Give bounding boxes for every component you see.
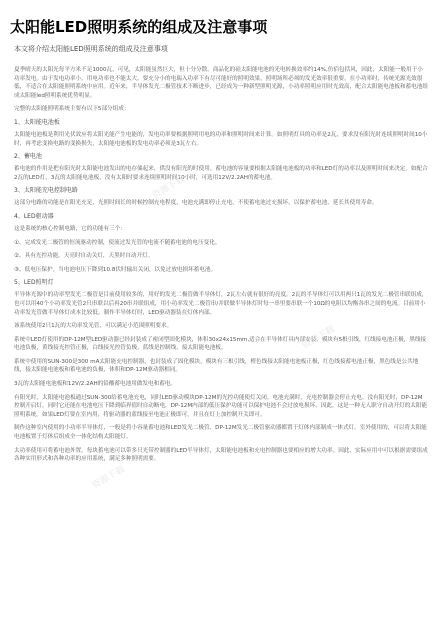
paragraph: 系统中LED灯使用的DP-12M型LED驱动器已经封装成了密闭型固化模块，体积30x24x15mm,适合在半导体灯具内部安装。模块有5根引线，红线接电池正极，黑线接电池负极，黄线接光控管正极，白线接光控管负极，蓝线是控制线，接太阳能电池板。 — [14, 336, 427, 352]
paragraph: 这部分电路的功能是在阳光充足，光照时间长的时候控制充电程度，电池充满即停止充电，不使蓄电池过充损坏，以保护蓄电池，延长其使用寿命。 — [14, 200, 378, 207]
watermark: 资源下载 — [300, 324, 337, 352]
paragraph: 系统中使用的SUN-300是300 mA太阳能充电控制器，也封装成了固化模块，模块有三根引线，橙色线接太阳能电池板正极，红色线接蓄电池正极，黑色线是公共地线，接太阳能电池板和蓄电池的负极，体积和DP-12M驱动器相同。 — [14, 358, 419, 374]
section-heading: 2、蓄电池 — [14, 153, 42, 161]
paragraph: 蓄电池的作用是把有阳光时太阳能电池发出的电存储起来，供没有阳光的时使用。蓄电池的容量要根据太阳能电池板的功率和LED灯的功率以及照明时间来决定。如配合2瓦的LED灯，3瓦的太阳能电池板，没有太阳时要求连续照明时间10小时，可选用12V/2.2AH的蓄电池。 — [14, 166, 428, 181]
paragraph: 有阳光时，太阳能电池板通过SUN-300给蓄电池充电，同时LED驱动模块DP-12M的光控功能使灯关闭。电池充满时，充电控制器会停止充电。没有阳光时，DP-12M控制开启灯，同时它还能在电池电压下降到临界值时自动断电，DP-12M内部的低压保护功能可以保护电池不会过放电损坏。因此，这是一种无人职守自动开灯的太阳能照明系统。如果LED灯要在室内用，将驱动器的蓝线接至电池正极即可，并且在灯上加控制开关即可。 — [14, 394, 428, 418]
article-body — [14, 66, 428, 469]
paragraph: 太阳能电池板是利用光伏效应将太阳光能产生电能的，发电功率要根据照明用电的功率和照明时间来计算。如照明灯具的功率是2瓦，要求没有阳光时连续照明时间10小时，再考虑变换电路的变换损失，太阳能电池板的发电功率必须是3瓦左右。 — [14, 131, 428, 147]
section-heading: 3、太阳能充电控制电路 — [14, 187, 78, 195]
paragraph: 完整的太阳能照明系统主要有以下5部分组成： — [14, 106, 130, 113]
paragraph: 制作这种室内使用的小功率半导体灯，一般是将小容量蓄电池和LED发光二极管、DP-12M发光二极管驱动器都置于灯体内部制成一体式灯。室外使用的，可以将太阳能电池板置于灯体后组成全一体化结构太阳能灯。 — [14, 425, 427, 441]
paragraph: 夏季晴天的太阳光每平方米不足1000瓦，可见，太阳能虽然巨大，但十分分散。商品化的硅太阳能电池的光电转换效率约14%,仿佰包括风，因此，太阳能一般用于小功率发电。由于发电功率小，用电功率也不能太大，要充分小的电瑞入功率下有尽可能好的照明效果，照明场所必须的发光效率很重要。在小功率时，传统光源光效很低，不适合在太阳能照明系统中应用。近年来，半导体发光二极管技术不断进步，已经成为一种新型照明光源，小功率照明应用时光效高，配合太阳能电池板和蓄电池组成太阳能led照明系统优势明显。 — [14, 67, 428, 99]
paragraph: 太功率使用可将蓄电池外置，每块蓄电池可以带多只光带控制器的LED半导体灯，太阳能电池板和充电控制器也要相应的增大功率。因此，实际应用中可以根据需要组成各种实用形式和各种功率的应用系统，满足多种照明需要。 — [14, 447, 428, 463]
section-heading: 4、LED驱动器 — [14, 212, 54, 220]
function-item: ②、具有光控功能，天亮时自动关灯，天黑时自动开灯。 — [14, 253, 154, 260]
watermark: 资源下载 — [90, 464, 127, 492]
section-heading: 5、LED照明灯 — [14, 279, 54, 287]
paragraph: 半导体光源中的功率型发光二极管是目前使用较多的，用好的发光二极管做半导体灯，2瓦左右就有很好的亮度。2瓦的半导体灯可以用两只1瓦的发光二极管串联组成，也可以用40个小功率发光管2只串联以后再20串并联组成，用小功率发光二极管串/并联做半导体灯时每一串里要串联一个10Ω的电阻以均衡各串之间的电流。目前用小功率发光管做半导体灯成本比较低。制作半导体灯时，LED驱动器装在灯体内部。 — [14, 292, 428, 316]
paragraph: 这是系统的核心控制电路，它的功能有三个： — [14, 225, 126, 232]
function-item: ③、低电压保护。当电池电压下降到10.8伏时输出关闭，以免过放电损坏蓄电池。 — [14, 266, 217, 273]
paragraph: 3瓦的太阳能电池板和12V/2.2AH的铅酸蓄电池用做发电和蓄电。 — [14, 381, 176, 388]
watermark: 资源下载 — [150, 174, 187, 202]
section-heading: 1、太阳能电池板 — [14, 118, 60, 126]
intro-line: 本文将介绍太阳能LED照明系统的组成及注意事项 — [14, 45, 168, 53]
document-title: 太阳能LED照明系统的组成及注意事项 — [10, 18, 268, 36]
function-item: ①、完成发光二极管的恒流驱动控制，使流过发光管的电流不随蓄电池的电压变化。 — [14, 239, 221, 246]
paragraph: 该系统使用2只1瓦的大功率发光管，可以满足小范围照明要求。 — [14, 323, 173, 330]
